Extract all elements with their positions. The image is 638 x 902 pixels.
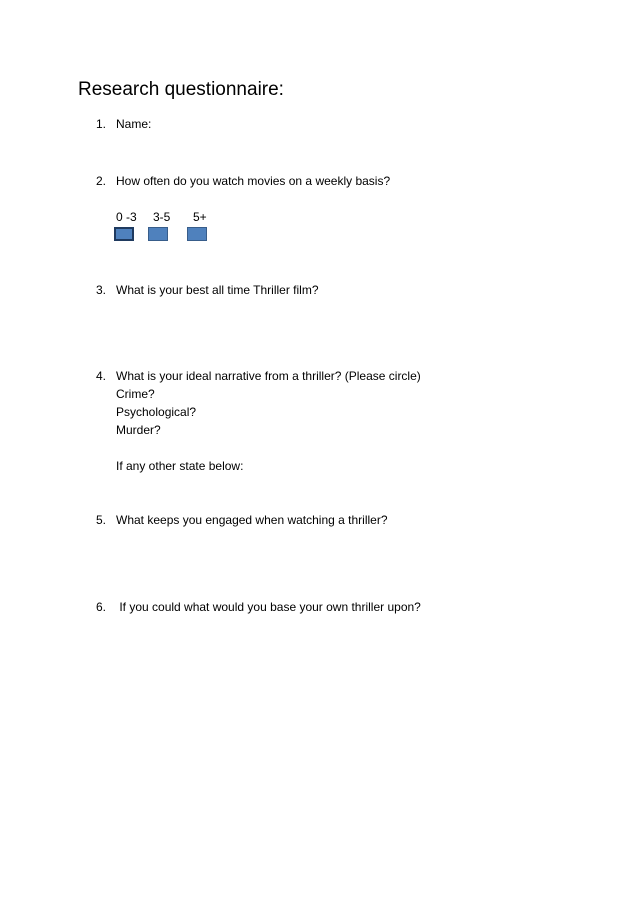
- question-number: 6.: [96, 600, 107, 614]
- question-text: What is your ideal narrative from a thriller? (Please circle): [116, 369, 421, 383]
- page-title: Research questionnaire:: [78, 79, 284, 100]
- question-number: 2.: [96, 174, 107, 188]
- question-number: 1.: [96, 117, 107, 131]
- narrative-option-psychological[interactable]: Psychological?: [116, 405, 197, 419]
- question-text: If you could what would you base your own thriller upon?: [116, 600, 421, 614]
- question-text: What keeps you engaged when watching a thriller?: [116, 513, 388, 527]
- question-2: [96, 173, 390, 189]
- frequency-option-label-0-3: 0 -3: [116, 210, 137, 224]
- narrative-option-crime[interactable]: Crime?: [116, 387, 155, 401]
- question-text: What is your best all time Thriller film?: [116, 283, 319, 297]
- other-narrative-prompt: If any other state below:: [116, 459, 244, 473]
- frequency-checkbox-5-plus[interactable]: [187, 227, 207, 241]
- narrative-option-murder[interactable]: Murder?: [116, 423, 161, 437]
- question-3: [96, 282, 319, 298]
- frequency-checkbox-0-3[interactable]: [114, 227, 134, 241]
- question-text: Name:: [116, 117, 152, 131]
- question-number: 5.: [96, 513, 107, 527]
- question-6: [96, 599, 421, 615]
- question-number: 3.: [96, 283, 107, 297]
- question-number: 4.: [96, 369, 107, 383]
- frequency-option-label-5-plus: 5+: [193, 210, 207, 224]
- frequency-option-label-3-5: 3-5: [153, 210, 171, 224]
- question-5: [96, 512, 388, 528]
- frequency-checkbox-3-5[interactable]: [148, 227, 168, 241]
- question-text: How often do you watch movies on a weekly basis?: [116, 174, 391, 188]
- question-4: [96, 368, 421, 384]
- question-1: [96, 116, 151, 132]
